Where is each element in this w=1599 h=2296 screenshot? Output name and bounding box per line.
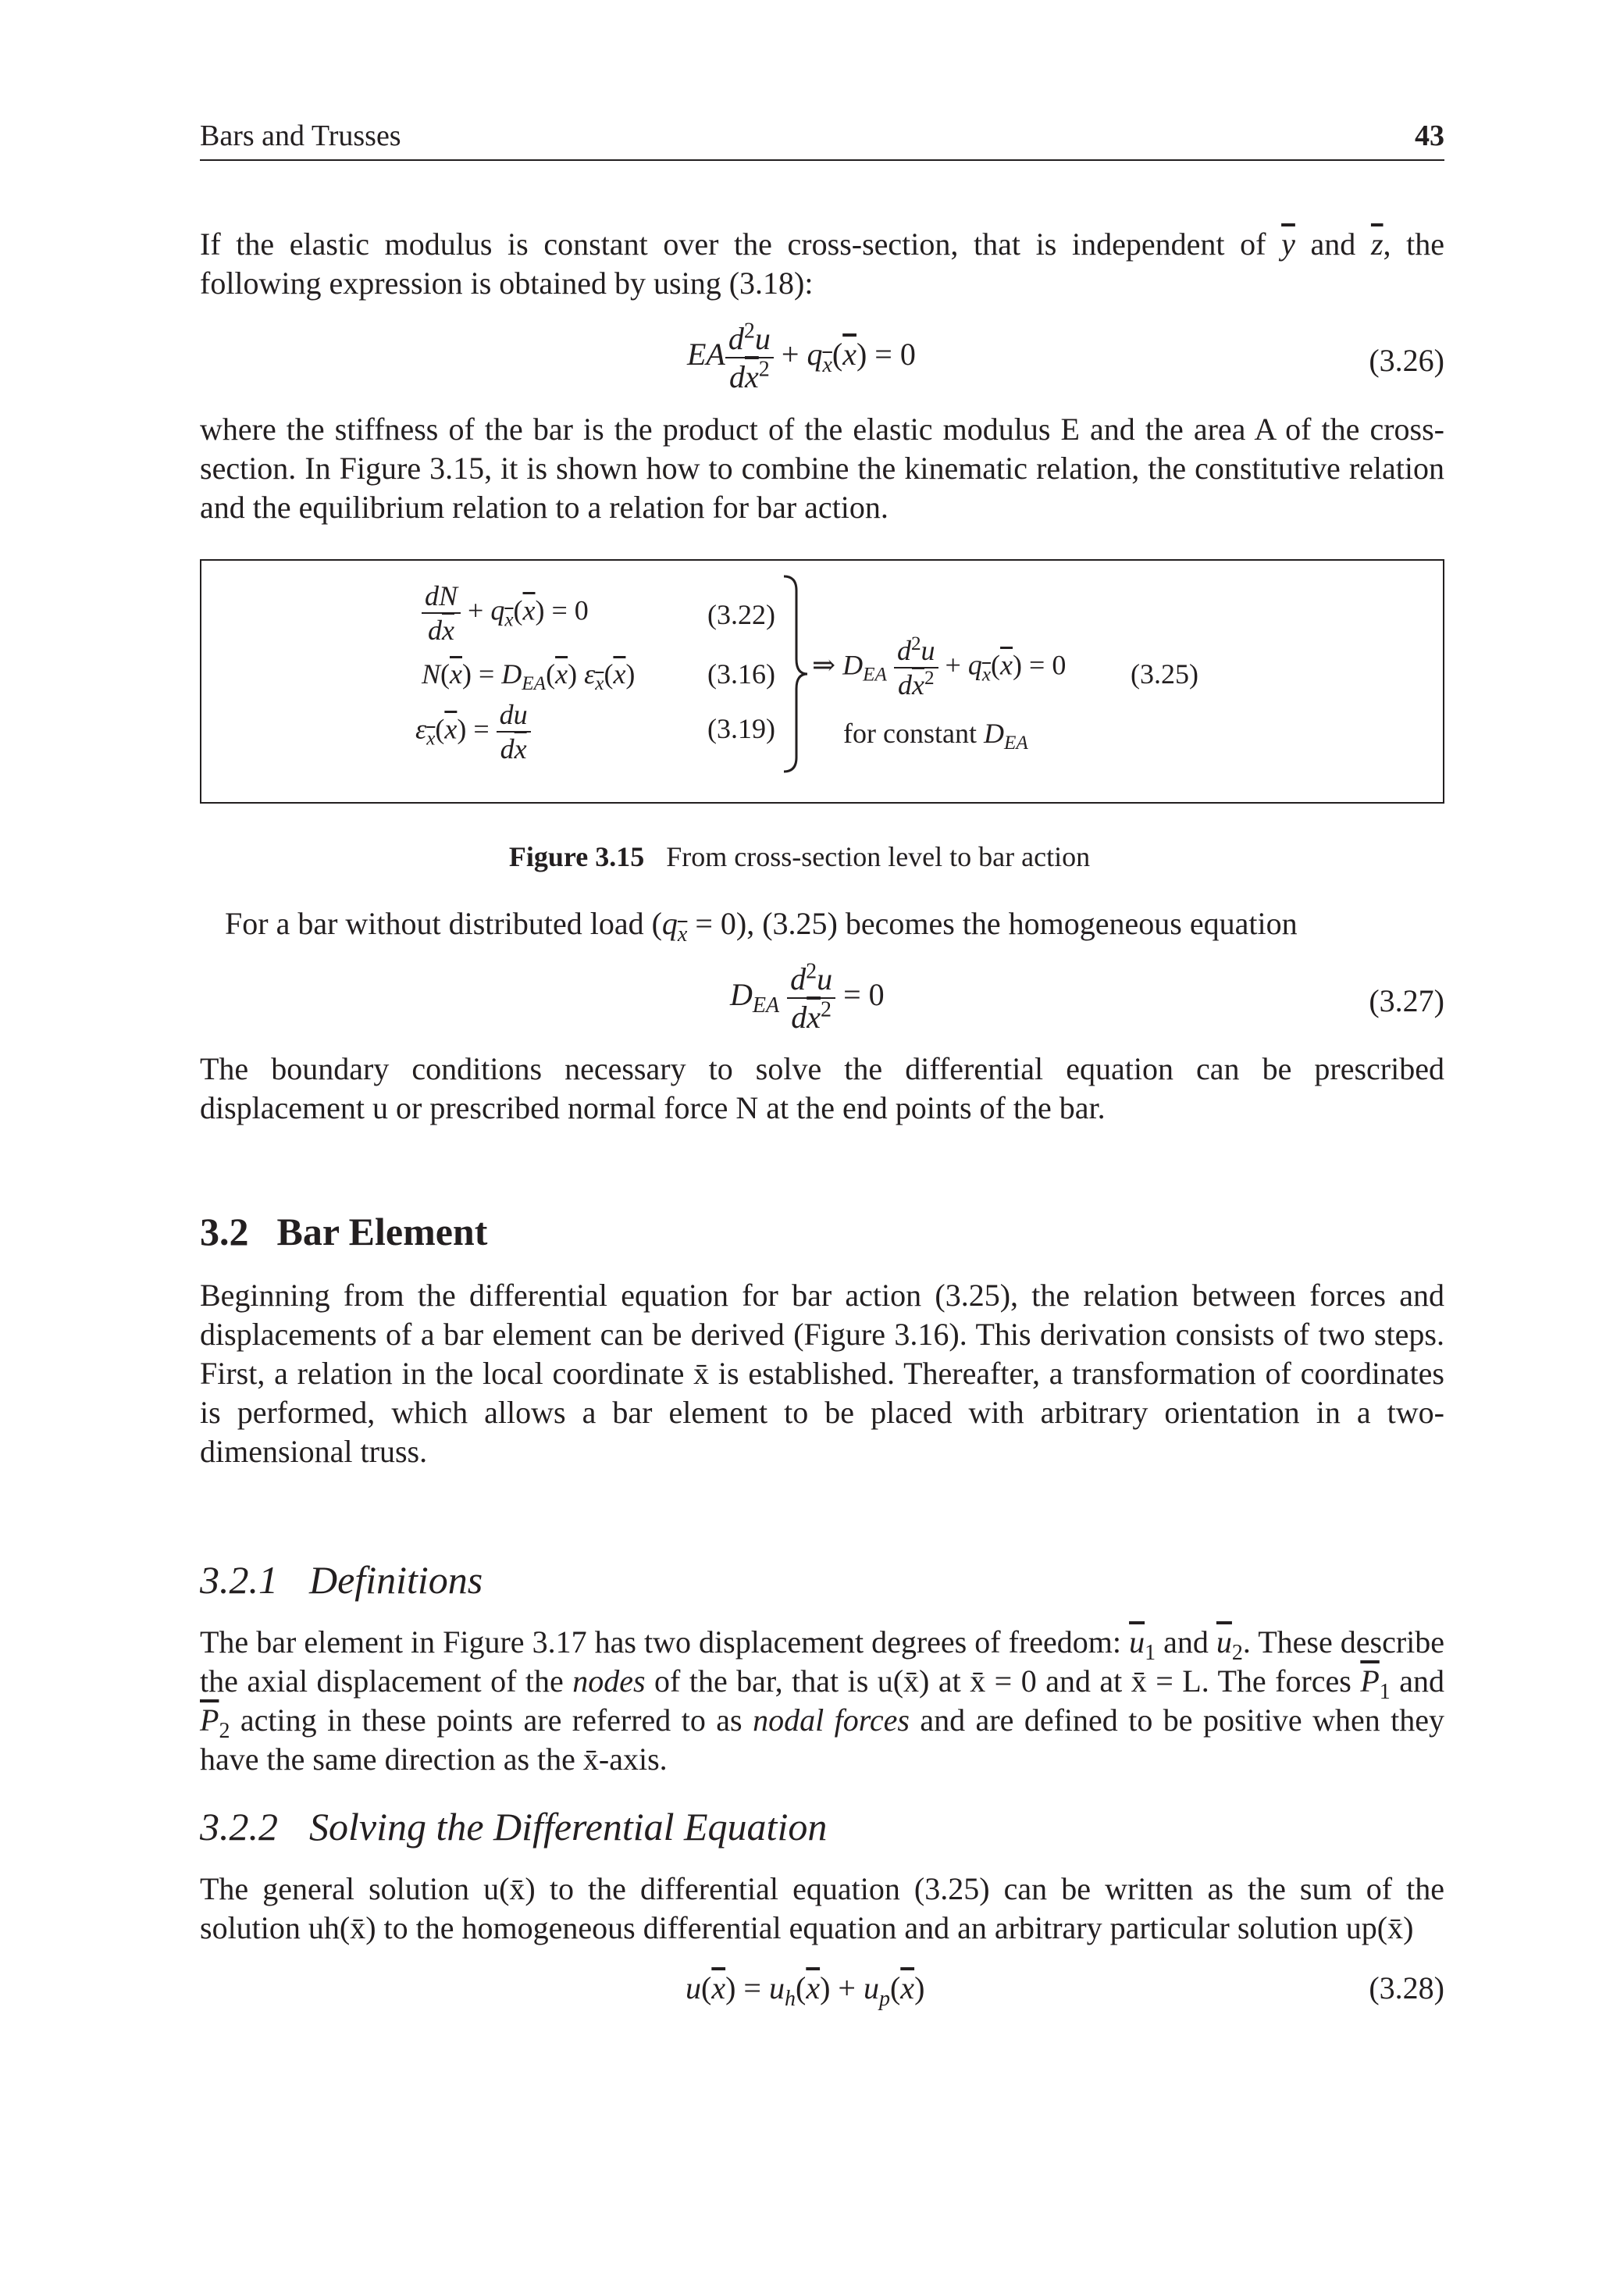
paragraph-1-and: and [1310,226,1356,262]
subsection-title: Definitions [309,1558,483,1602]
paragraph-6-and-2: and [1399,1663,1445,1699]
paragraph-1-text-a: If the elastic modulus is constant over the cross-section, that is independent of [200,226,1266,262]
equation-3-26: EA $\frac{d^2u}{d\overline{x}^2}$ + $q_{\overline{x}}(\overline{x}) = 0$ [687,319,916,394]
paragraph-3-text-b: = 0), (3.25) becomes the homogeneous equation [687,906,1298,941]
section-title: Bar Element [276,1210,488,1253]
paragraph-6-and: and [1163,1624,1209,1660]
equation-3-28: $u(\overline{x}) = u_h(\overline{x}) + u_p(\overline{x})$ [686,1970,925,2011]
paragraph-6-text-e: acting in these points are referred to as [240,1702,743,1738]
term-nodal-forces: nodal forces [753,1702,910,1738]
equation-number-3-28: (3.28) [1369,1970,1444,2005]
subsection-title-2: Solving the Differential Equation [309,1805,828,1849]
paragraph-6-text-d: of the bar, that is u(x̄) at x̄ = 0 and at x̄ = L. The forces [654,1663,1351,1699]
figure-eq-number-3-16: (3.16) [707,658,775,690]
paragraph-4: The boundary conditions necessary to solve the differential equation can be prescribed displacement u or prescribed normal force N at the end points of the bar. [200,1051,1444,1125]
section-heading-3-2 [200,1209,487,1254]
page-number: 43 [1415,119,1444,152]
equation-number-3-26: (3.26) [1369,343,1444,378]
figure-caption-text: From cross-section level to bar action [666,841,1091,872]
paragraph-5: Beginning from the differential equation for bar action (3.25), the relation between forces and displacements of a bar element can be derived (Figure 3.16). This derivation consists of two steps. First, a relation in the local coordinate x̄ is established. Thereafter, a transformation of coordinates is performed, which allows a bar element to be placed with arbitrary orientation in a two-dimensional truss. [200,1278,1444,1469]
figure-note-constant: for constant $D_{EA}$ [843,718,1028,754]
subsection-number: 3.2.1 [200,1558,278,1602]
paragraph-2: where the stiffness of the bar is the product of the elastic modulus E and the area A of the cross-section. In Figure 3.15, it is shown how to combine the kinematic relation, the constitutive relation and the equilibrium relation to a relation for bar action. [200,412,1444,525]
figure-eq-bar-action: ⇒ $D_{EA}$ $\frac{d^2u}{d\overline{x}^2}$ + $q_{\overline{x}}(\overline{x}) = 0$ [812,633,1067,701]
subsection-number-2: 3.2.2 [200,1805,278,1849]
paragraph-7: The general solution u(x̄) to the differential equation (3.25) can be written as the sum of the solution uh(x̄) to the homogeneous differential equation and an arbitrary particular solution up(x̄) [200,1871,1444,1945]
subsection-heading-3-2-2 [200,1804,827,1849]
paragraph-6: The bar element in Figure 3.17 has two displacement degrees of freedom: $\overline{u}_1$ and $\overline{u}_2$. These describe the axial displacement of the nodes of the bar, that is u(x̄) at x̄ = 0 and at x̄ = L. The forces $\overline{P}_1$ and $\overline{P}_2$ acting in these points are referred to as nodal forces and are defined to be positive when they have the same direction as the x̄-axis. [200,1624,1445,1777]
paragraph-6-text-f: and are defined to be positive when they have the same direction as the x̄-axis. [200,1702,1445,1777]
figure-caption-label: Figure 3.15 [508,841,645,872]
figure-eq-number-3-22: (3.22) [707,599,775,630]
paragraph-6-text-a: The bar element in Figure 3.17 has two displacement degrees of freedom: [200,1624,1122,1660]
term-nodes: nodes [572,1663,646,1699]
figure-note-text: for constant [843,718,977,749]
equation-number-3-27: (3.27) [1369,983,1444,1018]
paragraph-1-text-b: , the following expression is obtained by using (3.18): [200,226,1445,301]
section-number: 3.2 [200,1210,249,1253]
figure-eq-number-3-25: (3.25) [1131,658,1198,690]
paragraph-3: For a bar without distributed load $(q_{\overline{x}} = 0)$, (3.25) becomes the homogeneous equation [225,906,1298,947]
figure-caption [0,840,1599,873]
paragraph-6-text-c: . These describe the axial displacement of the [200,1624,1445,1699]
figure-eq-kinematic: $\varepsilon_{\overline{x}}(\overline{x})$ = $\frac{du}{d\overline{x}}$ [415,698,531,765]
figure-eq-constitutive: $N(\overline{x}) = D_{EA}(\overline{x})$ $\varepsilon_{\overline{x}}(\overline{x})$ [422,658,636,695]
equation-3-27: $D_{EA}$ $\frac{d^2u}{d\overline{x}^2}$ = 0 [730,959,885,1035]
figure-eq-number-3-19: (3.19) [707,713,775,744]
right-brace [781,575,809,773]
running-title: Bars and Trusses [200,119,401,152]
subsection-heading-3-2-1 [200,1557,483,1603]
header-rule [200,159,1444,161]
figure-eq-equilibrium: $\frac{dN}{d\overline{x}}$ + $q_{\overline{x}}(\overline{x}) = 0$ [422,579,589,647]
paragraph-3-text-a: For a bar without distributed load ( [225,906,662,941]
paragraph-1: If the elastic modulus is constant over the cross-section, that is independent of $\overline{y}$ and $\overline{z}$, the following expression is obtained by using (3.18): [200,226,1445,301]
